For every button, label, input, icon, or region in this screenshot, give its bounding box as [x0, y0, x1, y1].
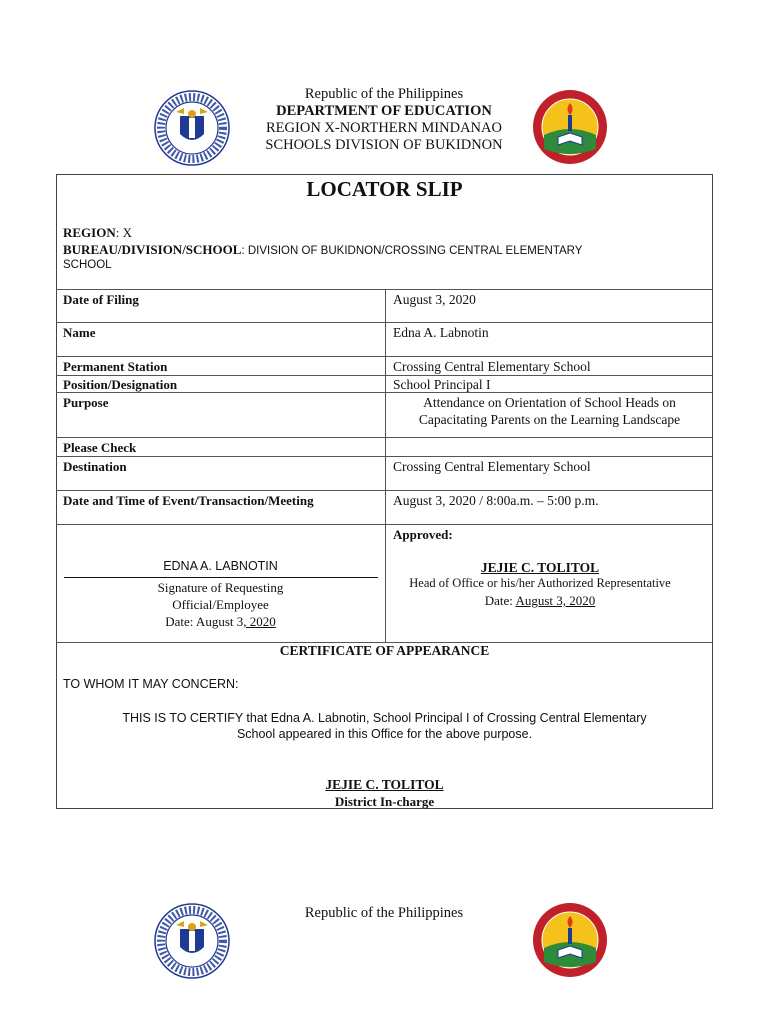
position-value: School Principal I [393, 377, 491, 392]
header-region: REGION X-NORTHERN MINDANAO [266, 120, 502, 136]
certificate-salutation: TO WHOM IT MAY CONCERN: [63, 677, 239, 691]
requester-name: EDNA A. LABNOTIN [163, 559, 278, 573]
name-value: Edna A. Labnotin [393, 325, 489, 340]
bureau-value-cont: SCHOOL [63, 259, 112, 271]
approver-caption: Head of Office or his/her Authorized Representative [409, 576, 671, 590]
requester-date-prefix: Date: August 3 [165, 614, 244, 629]
requester-date-suffix: , 2020 [243, 614, 276, 629]
division-seal-logo-bottom [532, 902, 608, 978]
division-seal-logo [532, 89, 608, 165]
position-label: Position/Designation [63, 377, 178, 392]
permanent-station-value: Crossing Central Elementary School [393, 359, 591, 374]
approver-name: JEJIE C. TOLITOL [480, 560, 600, 575]
header-republic: Republic of the Philippines [304, 86, 464, 102]
purpose-label: Purpose [63, 395, 109, 410]
bureau-label: BUREAU/DIVISION/SCHOOL [63, 242, 242, 257]
date-of-filing-value: August 3, 2020 [393, 292, 476, 307]
requester-signature-line [64, 577, 378, 578]
requester-caption-1: Signature of Requesting [157, 580, 284, 595]
certificate-signer-name: JEJIE C. TOLITOL [325, 777, 444, 792]
form-title: LOCATOR SLIP [306, 177, 463, 201]
document-header [0, 86, 768, 154]
destination-label: Destination [63, 459, 127, 474]
permanent-station-label: Permanent Station [63, 359, 168, 374]
header-division: SCHOOLS DIVISION OF BUKIDNON [265, 137, 503, 153]
name-label: Name [63, 325, 96, 340]
bureau-value: : DIVISION OF BUKIDNON/CROSSING CENTRAL ELEMENTARY [241, 245, 583, 257]
approver-date [386, 593, 694, 609]
region-label: REGION [63, 225, 116, 240]
destination-value: Crossing Central Elementary School [393, 459, 591, 474]
footer-republic: Republic of the Philippines [304, 905, 464, 921]
approved-label: Approved: [393, 527, 453, 542]
header-department: DEPARTMENT OF EDUCATION [276, 103, 492, 119]
date-of-filing-label: Date of Filing [63, 292, 139, 307]
purpose-value-line1: Attendance on Orientation of School Heads on [423, 395, 676, 410]
certificate-body-line1: THIS IS TO CERTIFY that Edna A. Labnotin, School Principal I of Crossing Central Elementary [122, 711, 647, 725]
certificate-signer-title: District In-charge [334, 794, 435, 809]
purpose-value-line2: Capacitating Parents on the Learning Landscape [418, 412, 681, 427]
please-check-label: Please Check [63, 440, 137, 455]
approver-date-prefix: Date: [484, 593, 516, 608]
requester-caption-2: Official/Employee [172, 597, 269, 612]
region-value: : X [115, 225, 132, 240]
approver-date-value: August 3, 2020 [515, 593, 596, 608]
date-time-label: Date and Time of Event/Transaction/Meeting [63, 493, 314, 508]
bureau-line [63, 242, 703, 258]
certificate-title: CERTIFICATE OF APPEARANCE [279, 643, 490, 658]
certificate-body-line2: School appeared in this Office for the above purpose. [236, 727, 533, 741]
requester-date [56, 614, 385, 630]
date-time-value: August 3, 2020 / 8:00a.m. – 5:00 p.m. [393, 493, 599, 508]
region-line [63, 225, 132, 241]
